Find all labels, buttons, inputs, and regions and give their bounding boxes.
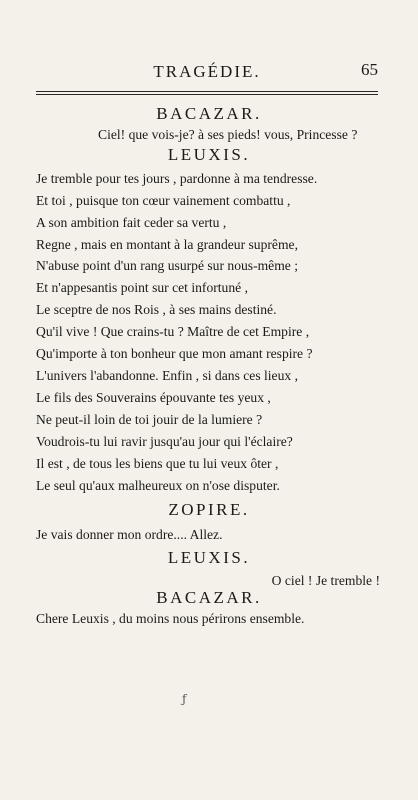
speaker-zopire: ZOPIRE. xyxy=(168,500,250,519)
verse-line: A son ambition fait ceder sa vertu , xyxy=(36,215,227,230)
verse-line: Qu'il vive ! Que crains-tu ? Maître de cet Empire , xyxy=(36,324,310,339)
running-title: TRAGÉDIE. xyxy=(153,62,261,81)
verse-line: O ciel ! Je tremble ! xyxy=(271,573,380,588)
verse-line: Et toi , puisque ton cœur vainement combattu , xyxy=(36,193,291,208)
verse-line: Le fils des Souverains épouvante tes yeux , xyxy=(36,390,271,405)
verse-line: Le sceptre de nos Rois , à ses mains destiné. xyxy=(36,302,277,317)
running-header xyxy=(36,62,378,84)
verse-line: Et n'appesantis point sur cet infortuné , xyxy=(36,280,248,295)
verse-line: Chere Leuxis , du moins nous périrons ensemble. xyxy=(36,611,305,626)
verse-line: Le seul qu'aux malheureux on n'ose disputer. xyxy=(36,478,280,493)
verse-line: Ciel! que vois-je? à ses pieds! vous, Princesse ? xyxy=(98,127,358,142)
page-number: 65 xyxy=(361,60,378,79)
speaker-leuxis: LEUXIS. xyxy=(167,145,251,164)
verse-line: L'univers l'abandonne. Enfin , si dans ces lieux , xyxy=(36,368,298,383)
verse-line: N'abuse point d'un rang usurpé sur nous-même ; xyxy=(36,258,298,273)
verse-line: Il est , de tous les biens que tu lui veux ôter , xyxy=(36,456,279,471)
header-rule-lower xyxy=(36,94,378,95)
verse-line: Je tremble pour tes jours , pardonne à ma tendresse. xyxy=(36,171,318,186)
verse-line: Ne peut-il loin de toi jouir de la lumiere ? xyxy=(36,412,263,427)
speaker-bacazar: BACAZAR. xyxy=(156,104,262,123)
verse-line: Qu'importe à ton bonheur que mon amant respire ? xyxy=(36,346,313,361)
verse-line: Regne , mais en montant à la grandeur suprême, xyxy=(36,237,298,252)
verse-line: Je vais donner mon ordre.... Allez. xyxy=(36,527,223,542)
speaker-bacazar: BACAZAR. xyxy=(156,588,262,607)
signature-mark: ƒ xyxy=(182,692,187,706)
verse-line: Voudrois-tu lui ravir jusqu'au jour qui l'éclaire? xyxy=(36,434,293,449)
header-rule xyxy=(36,91,378,92)
speaker-leuxis: LEUXIS. xyxy=(167,548,251,567)
